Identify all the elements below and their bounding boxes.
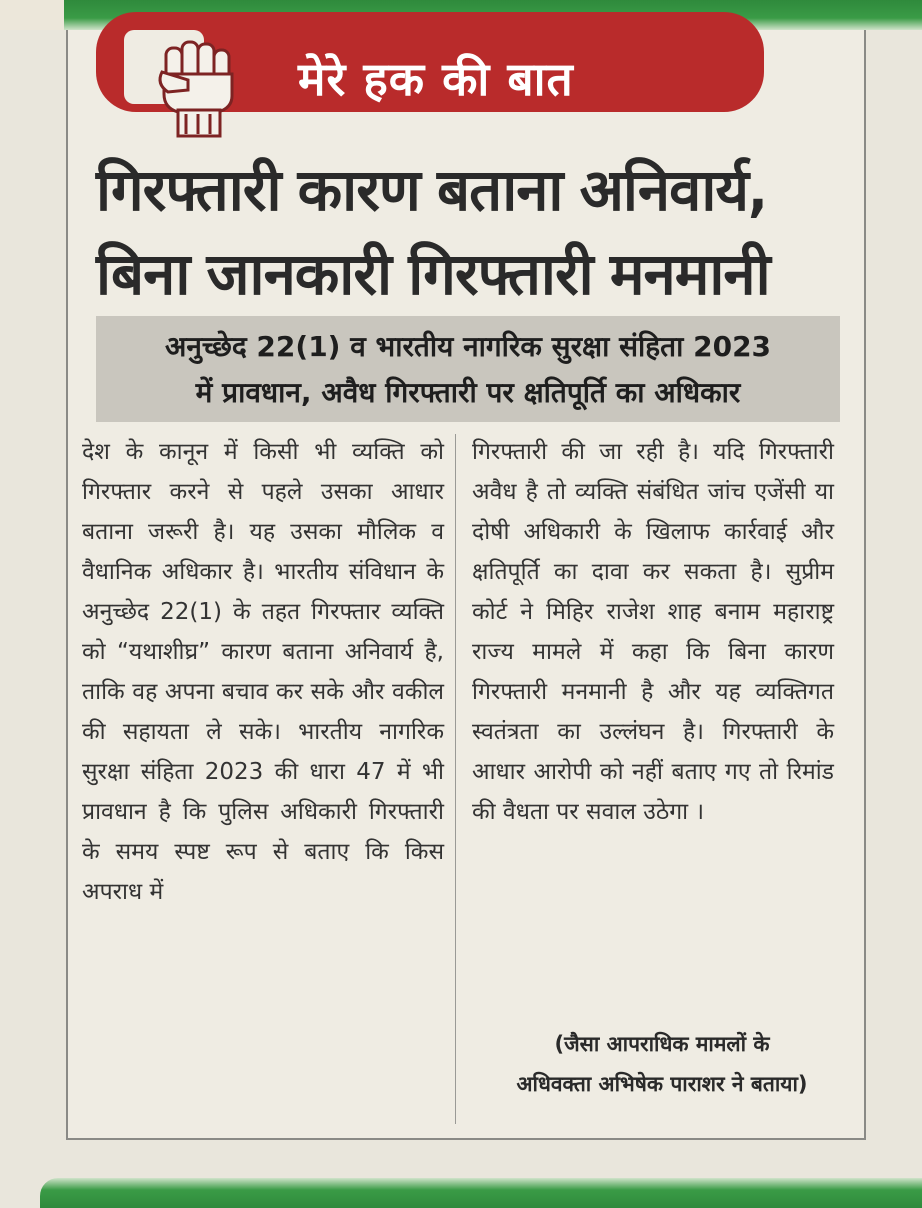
subheadline xyxy=(96,316,840,422)
headline-line-1: गिरफ्तारी कारण बताना अनिवार्य, xyxy=(96,156,767,224)
headline xyxy=(96,148,856,316)
column-divider xyxy=(455,434,456,1124)
subhead-line-2: में प्रावधान, अवैध गिरफ्तारी पर क्षतिपूर्ति का अधिकार xyxy=(195,376,741,409)
headline-line-2: बिना जानकारी गिरफ्तारी मनमानी xyxy=(96,240,770,308)
source-credit xyxy=(472,1024,852,1104)
green-footer-band xyxy=(40,1178,922,1208)
raised-fist-icon xyxy=(148,30,250,138)
subhead-line-1: अनुच्छेद 22(1) व भारतीय नागरिक सुरक्षा संहिता 2023 xyxy=(164,330,772,363)
paper-margin xyxy=(0,0,64,30)
credit-line-2: अधिवक्ता अभिषेक पाराशर ने बताया) xyxy=(516,1072,808,1096)
credit-line-1: (जैसा आपराधिक मामलों के xyxy=(554,1032,770,1056)
banner-title: मेरे हक की बात xyxy=(298,52,574,106)
body-column-right: गिरफ्तारी की जा रही है। यदि गिरफ्तारी अवैध है तो व्यक्ति संबंधित जांच एजेंसी या दोषी अधिकारी के खिलाफ कार्रवाई और क्षतिपूर्ति का दावा कर सकता है। सुप्रीम कोर्ट ने मिहिर राजेश शाह बनाम महाराष्ट्र राज्य मामले में कहा कि बिना कारण गिरफ्तारी मनमानी है और यह व्यक्तिगत स्वतंत्रता का उल्लंघन है। गिरफ्तारी के आधार आरोपी को नहीं बताए गए तो रिमांड की वैधता पर सवाल उठेगा । xyxy=(472,439,834,825)
body-column-left: देश के कानून में किसी भी व्यक्ति को गिरफ्तार करने से पहले उसका आधार बताना जरूरी है। यह उसका मौलिक व वैधानिक अधिकार है। भारतीय संविधान के अनुच्छेद 22(1) के तहत गिरफ्तार व्यक्ति को “यथाशीघ्र” कारण बताना अनिवार्य है, ताकि वह अपना बचाव कर सके और वकील की सहायता ले सके। भारतीय नागरिक सुरक्षा संहिता 2023 की धारा 47 में भी प्रावधान है कि पुलिस अधिकारी गिरफ्तारी के समय स्पष्ट रूप से बताए कि किस अपराध में xyxy=(82,439,444,905)
